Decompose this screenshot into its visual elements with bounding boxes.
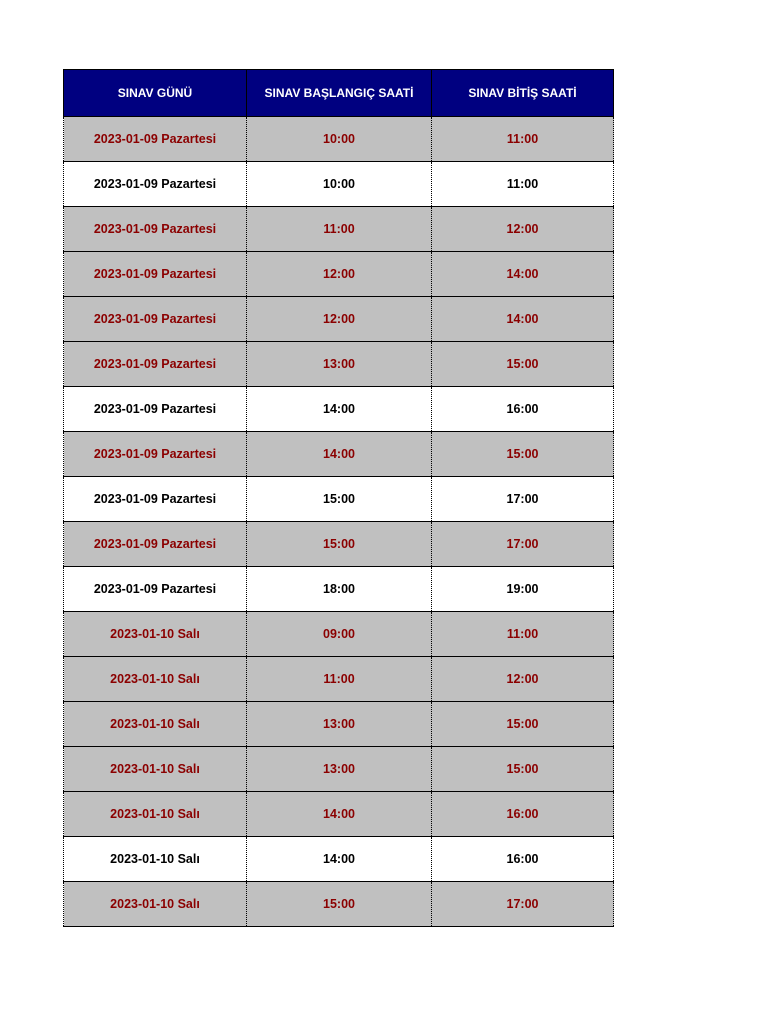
exam-end-cell: 16:00 bbox=[432, 792, 614, 837]
table-row bbox=[64, 387, 614, 432]
exam-day-cell: 2023-01-09 Pazartesi bbox=[64, 567, 247, 612]
exam-start-cell: 10:00 bbox=[247, 117, 432, 162]
table-row bbox=[64, 567, 614, 612]
exam-start-cell: 13:00 bbox=[247, 747, 432, 792]
exam-day-cell: 2023-01-10 Salı bbox=[64, 702, 247, 747]
exam-day-cell: 2023-01-09 Pazartesi bbox=[64, 297, 247, 342]
exam-day-cell: 2023-01-09 Pazartesi bbox=[64, 432, 247, 477]
exam-end-cell: 14:00 bbox=[432, 252, 614, 297]
exam-day-cell: 2023-01-09 Pazartesi bbox=[64, 522, 247, 567]
exam-end-cell: 17:00 bbox=[432, 882, 614, 927]
header-exam-start-time: SINAV BAŞLANGIÇ SAATİ bbox=[247, 70, 432, 117]
exam-start-cell: 14:00 bbox=[247, 792, 432, 837]
exam-end-cell: 17:00 bbox=[432, 522, 614, 567]
exam-start-cell: 12:00 bbox=[247, 252, 432, 297]
exam-end-cell: 15:00 bbox=[432, 432, 614, 477]
exam-start-cell: 10:00 bbox=[247, 162, 432, 207]
exam-start-cell: 11:00 bbox=[247, 207, 432, 252]
table-row bbox=[64, 252, 614, 297]
exam-start-cell: 09:00 bbox=[247, 612, 432, 657]
table-row bbox=[64, 297, 614, 342]
exam-start-cell: 14:00 bbox=[247, 837, 432, 882]
exam-end-cell: 11:00 bbox=[432, 117, 614, 162]
table-row bbox=[64, 342, 614, 387]
exam-day-cell: 2023-01-09 Pazartesi bbox=[64, 207, 247, 252]
exam-end-cell: 16:00 bbox=[432, 387, 614, 432]
table-row bbox=[64, 117, 614, 162]
exam-start-cell: 11:00 bbox=[247, 657, 432, 702]
exam-start-cell: 14:00 bbox=[247, 387, 432, 432]
schedule-body bbox=[64, 117, 614, 927]
table-row bbox=[64, 882, 614, 927]
header-row bbox=[64, 70, 614, 117]
exam-end-cell: 17:00 bbox=[432, 477, 614, 522]
table-row bbox=[64, 657, 614, 702]
exam-end-cell: 11:00 bbox=[432, 162, 614, 207]
exam-end-cell: 12:00 bbox=[432, 657, 614, 702]
exam-day-cell: 2023-01-10 Salı bbox=[64, 657, 247, 702]
table-row bbox=[64, 162, 614, 207]
exam-end-cell: 15:00 bbox=[432, 747, 614, 792]
table-row bbox=[64, 702, 614, 747]
exam-start-cell: 13:00 bbox=[247, 342, 432, 387]
exam-start-cell: 14:00 bbox=[247, 432, 432, 477]
table-row bbox=[64, 207, 614, 252]
exam-start-cell: 18:00 bbox=[247, 567, 432, 612]
exam-day-cell: 2023-01-10 Salı bbox=[64, 792, 247, 837]
exam-start-cell: 15:00 bbox=[247, 477, 432, 522]
exam-day-cell: 2023-01-09 Pazartesi bbox=[64, 387, 247, 432]
exam-day-cell: 2023-01-10 Salı bbox=[64, 612, 247, 657]
header-exam-day: SINAV GÜNÜ bbox=[64, 70, 247, 117]
exam-day-cell: 2023-01-09 Pazartesi bbox=[64, 342, 247, 387]
table-row bbox=[64, 747, 614, 792]
exam-day-cell: 2023-01-09 Pazartesi bbox=[64, 162, 247, 207]
exam-end-cell: 12:00 bbox=[432, 207, 614, 252]
exam-start-cell: 15:00 bbox=[247, 882, 432, 927]
exam-day-cell: 2023-01-09 Pazartesi bbox=[64, 117, 247, 162]
exam-day-cell: 2023-01-09 Pazartesi bbox=[64, 252, 247, 297]
exam-end-cell: 11:00 bbox=[432, 612, 614, 657]
exam-end-cell: 19:00 bbox=[432, 567, 614, 612]
exam-day-cell: 2023-01-10 Salı bbox=[64, 837, 247, 882]
exam-start-cell: 13:00 bbox=[247, 702, 432, 747]
exam-end-cell: 14:00 bbox=[432, 297, 614, 342]
table-row bbox=[64, 837, 614, 882]
exam-day-cell: 2023-01-09 Pazartesi bbox=[64, 477, 247, 522]
table-row bbox=[64, 792, 614, 837]
exam-start-cell: 12:00 bbox=[247, 297, 432, 342]
table-row bbox=[64, 432, 614, 477]
exam-end-cell: 15:00 bbox=[432, 702, 614, 747]
table-row bbox=[64, 612, 614, 657]
exam-end-cell: 16:00 bbox=[432, 837, 614, 882]
exam-day-cell: 2023-01-10 Salı bbox=[64, 882, 247, 927]
header-exam-end-time: SINAV BİTİŞ SAATİ bbox=[432, 70, 614, 117]
exam-start-cell: 15:00 bbox=[247, 522, 432, 567]
exam-end-cell: 15:00 bbox=[432, 342, 614, 387]
table-row bbox=[64, 477, 614, 522]
exam-schedule-table bbox=[63, 69, 614, 927]
exam-day-cell: 2023-01-10 Salı bbox=[64, 747, 247, 792]
table-row bbox=[64, 522, 614, 567]
